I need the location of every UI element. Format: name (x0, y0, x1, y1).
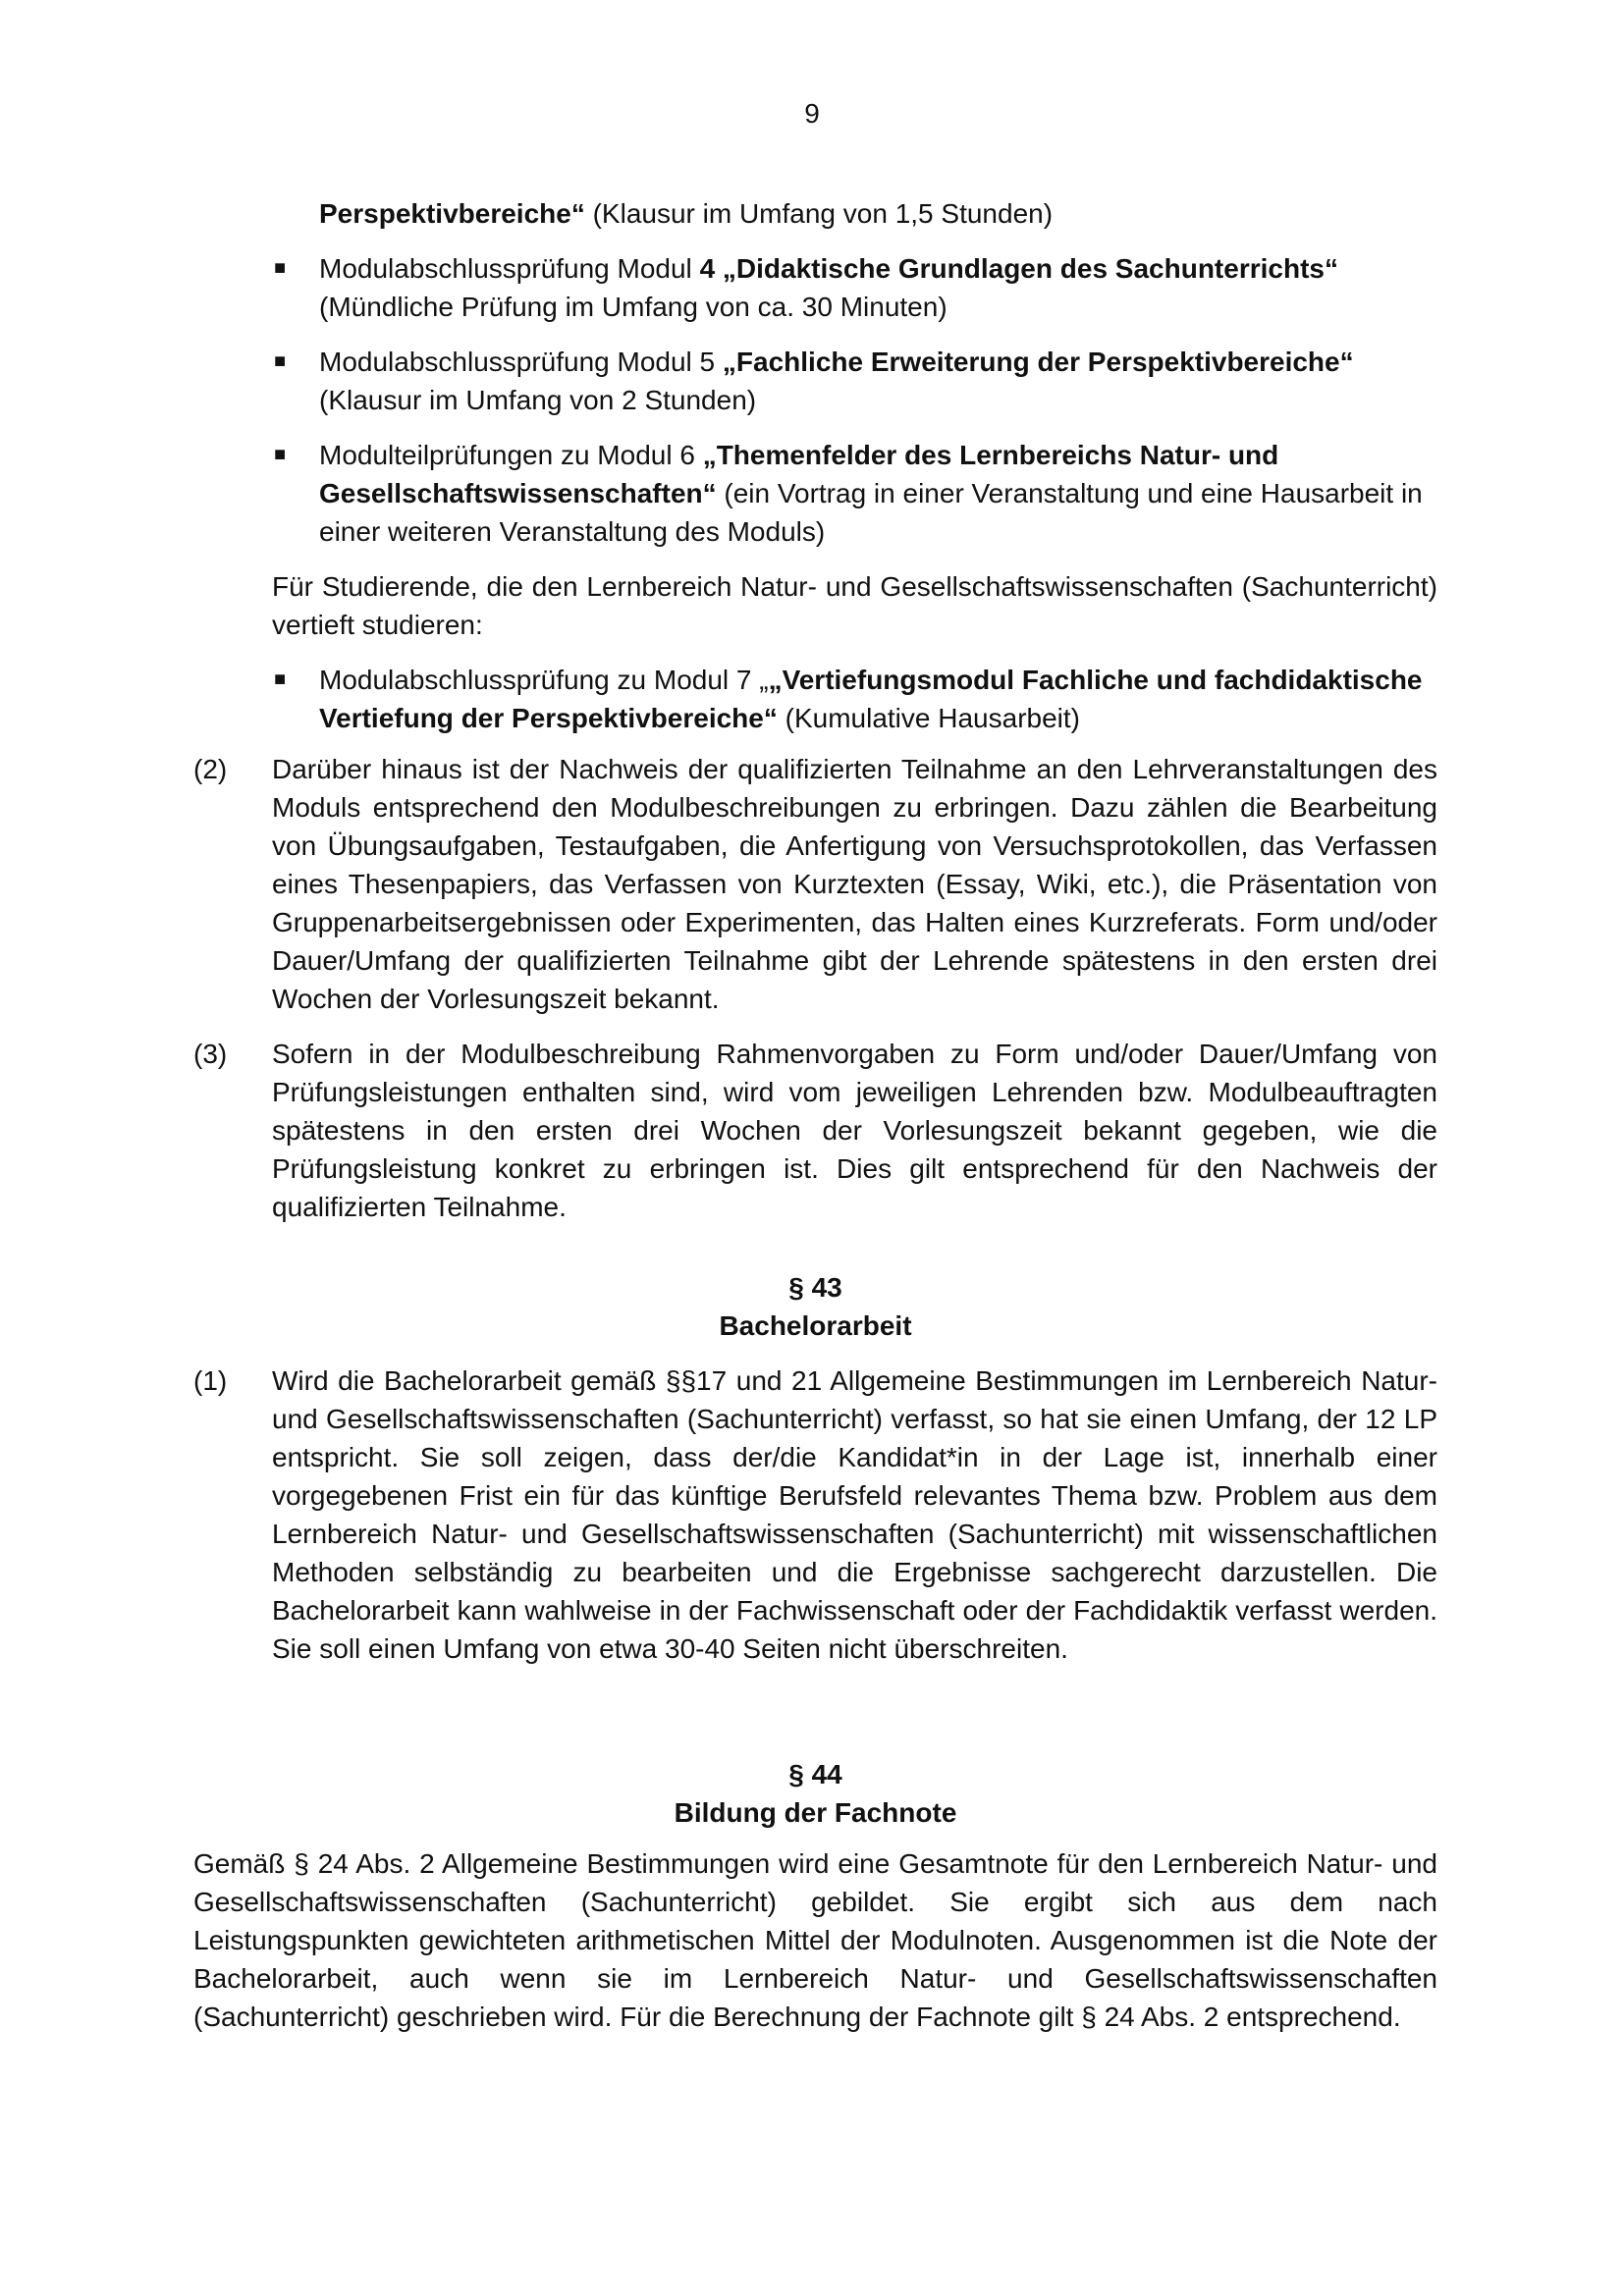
bullet-icon: ■ (274, 444, 287, 465)
continuation-bold: Perspektivbereiche“ (319, 198, 585, 229)
paragraph-number: (2) (193, 754, 228, 784)
page-number: 9 (804, 98, 820, 129)
paragraph-number: (1) (193, 1365, 228, 1396)
section-number: § 44 (788, 1759, 842, 1789)
section44 (193, 1755, 1437, 2036)
continuation-text: (Klausur im Umfang von 1,5 Stunden) (584, 198, 1054, 229)
list-item: ■ Modulabschlussprüfung Modul 4 „Didaktische Grundlagen des Sachunterrichts“ (Mündliche Prüfung im Umfang von ca. 30 Minuten) (319, 249, 1437, 326)
numbered-paragraph (193, 1362, 1437, 1668)
list-item: ■ Modulabschlussprüfung Modul 5 „Fachliche Erweiterung der Perspektivbereiche“ (Klausur im Umfang von 2 Stunden) (319, 343, 1437, 419)
bullet-icon: ■ (274, 257, 287, 279)
bullet-icon: ■ (274, 350, 287, 372)
numbered-paragraph (193, 1035, 1437, 1226)
section-title: Bachelorarbeit (719, 1310, 912, 1341)
list-continuation (319, 194, 1437, 233)
paragraph-text: Sofern in der Modulbeschreibung Rahmenvorgaben zu Form und/oder Dauer/Umfang von Prüfungsleistungen enthalten sind, wird vom jeweiligen Lehrenden bzw. Modulbeauftragten spätestens in den ersten drei Wochen der Vorlesungszeit bekannt gegeben, wie die Prüfungsleistung konkret zu erbringen ist. Dies gilt entsprechend für den Nachweis der qualifizierten Teilnahme. (272, 1039, 1437, 1222)
section42-paragraphs (193, 750, 1437, 1243)
numbered-paragraph (193, 750, 1437, 1018)
paragraph-text: Darüber hinaus ist der Nachweis der qualifizierten Teilnahme an den Lehrveranstaltungen des Moduls entsprechend den Modulbeschreibungen zu erbringen. Dazu zählen die Bearbeitung von Übungsaufgaben, Testaufgaben, die Anfertigung von Versuchsprotokollen, das Verfassen eines Thesenpapiers, das Verfassen von Kurztexten (Essay, Wiki, etc.), die Präsentation von Gruppenarbeitsergebnissen oder Experimenten, das Halten eines Kurzreferats. Form und/oder Dauer/Umfang der qualifizierten Teilnahme gibt der Lehrende spätestens in den ersten drei Wochen der Vorlesungszeit bekannt. (272, 754, 1437, 1014)
section-paragraph: Gemäß § 24 Abs. 2 Allgemeine Bestimmungen wird eine Gesamtnote für den Lernbereich Natur- und Gesellschaftswissenschaften (Sachunterricht) gebildet. Sie ergibt sich aus dem nach Leistungspunkten gewichteten arithmetischen Mittel der Modulnoten. Ausgenommen ist die Note der Bachelorarbeit, auch wenn sie im Lernbereich Natur- und Gesellschaftswissenschaften (Sachunterricht) geschrieben wird. Für die Berechnung der Fachnote gilt § 24 Abs. 2 entsprechend. (193, 1848, 1437, 2032)
list-item: ■ Modulteilprüfungen zu Modul 6 „Themenfelder des Lernbereichs Natur- und Gesellschaftswissenschaften“ (ein Vortrag in einer Veranstaltung und eine Hausarbeit in einer weiteren Veranstaltung des Moduls) (319, 436, 1437, 551)
list-item: ■ Modulabschlussprüfung zu Modul 7 „„Vertiefungsmodul Fachliche und fachdidaktische Vertiefung der Perspektivbereiche“ (Kumulative Hausarbeit) (319, 661, 1437, 737)
section43 (193, 1268, 1437, 1684)
bullet-icon: ■ (274, 668, 287, 690)
paragraph-text: Wird die Bachelorarbeit gemäß §§17 und 21 Allgemeine Bestimmungen im Lernbereich Natur- und Gesellschaftswissenschaften (Sachunterricht) verfasst, so hat sie einen Umfang, der 12 LP entspricht. Sie soll zeigen, dass der/die Kandidat*in in der Lage ist, innerhalb einer vorgegebenen Frist ein für das künftige Berufsfeld relevantes Thema bzw. Problem aus dem Lernbereich Natur- und Gesellschaftswissenschaften (Sachunterricht) mit wissenschaftlichen Methoden selbständig zu bearbeiten und die Ergebnisse sachgerecht darzustellen. Die Bachelorarbeit kann wahlweise in der Fachwissenschaft oder der Fachdidaktik verfasst werden. Sie soll einen Umfang von etwa 30-40 Seiten nicht überschreiten. (272, 1365, 1437, 1664)
section-number: § 43 (788, 1272, 842, 1303)
section-title: Bildung der Fachnote (674, 1797, 957, 1828)
vertieft-paragraph: Für Studierende, die den Lernbereich Natur- und Gesellschaftswissenschaften (Sachunterricht) vertieft studieren: (272, 571, 1437, 640)
paragraph-number: (3) (193, 1039, 228, 1069)
exam-list-block (193, 194, 1437, 754)
